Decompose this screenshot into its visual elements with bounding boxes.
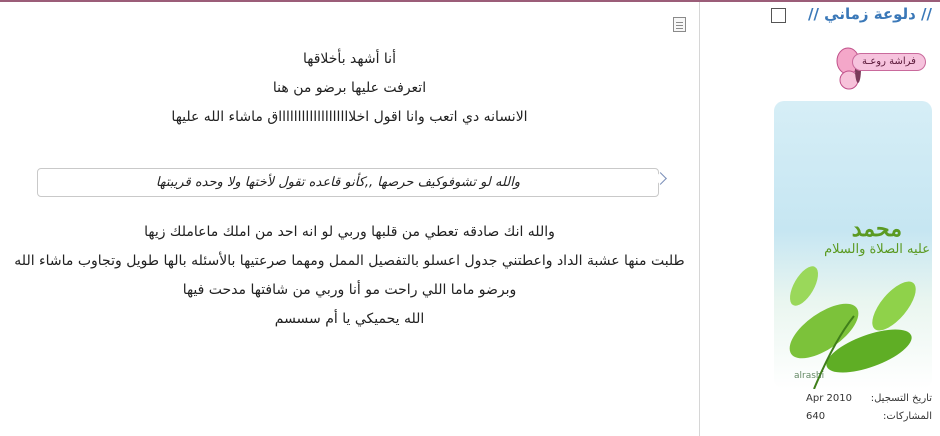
post-line: وبرضو ماما اللي راحت مو أنا وربي من شافتها مدحت فيها xyxy=(182,282,517,298)
user-title: فراشة روعـة xyxy=(852,53,926,71)
avatar-caption: محمد xyxy=(851,216,902,242)
username-link[interactable]: // دلوعة زماني // xyxy=(807,5,932,23)
join-date-label: تاريخ التسجيل: xyxy=(870,393,932,404)
post-line: طلبت منها عشبة الداد واعطتني جدول اعسلو بالتفصيل الممل ومهما صرعتيها بالأسئله بالها طويل وتجاوب ماشاء الله xyxy=(14,253,685,269)
post-count-label: المشاركات: xyxy=(883,411,932,422)
post-count-row xyxy=(700,408,932,426)
post-count-value: 640 xyxy=(806,411,826,422)
post-line: أنا أشهد بأخلاقها xyxy=(303,51,396,67)
join-date-row xyxy=(700,390,932,408)
quote-text: والله لو تشوفوكيف حرصها ,,كأنو قاعده تقول لأختها ولا وحده قريبتها xyxy=(155,175,521,190)
avatar-watermark: alrashi xyxy=(794,371,825,381)
post-line: الانسانه دي اتعب وانا اقول اخلاااااااااااااااااااق ماشاء الله عليها xyxy=(171,109,528,125)
user-stats xyxy=(700,390,932,426)
document-icon xyxy=(673,17,686,32)
post-body xyxy=(0,2,700,436)
online-status-checkbox[interactable] xyxy=(771,8,786,23)
post-lines-top xyxy=(0,45,699,132)
avatar-subcaption: عليه الصلاة والسلام xyxy=(824,242,930,257)
post-line: الله يحميكي يا أم سسسم xyxy=(274,311,425,327)
post-line: اتعرفت عليها برضو من هنا xyxy=(272,80,427,96)
post-lines-bottom xyxy=(0,218,699,334)
avatar[interactable] xyxy=(774,101,932,389)
join-date-value: Apr 2010 xyxy=(806,393,852,404)
user-title-badge xyxy=(834,44,930,94)
quote-box xyxy=(37,168,659,197)
post-line: والله انك صادقه تعطي من قلبها وربي لو انه احد من املك ماعاملك زيها xyxy=(144,224,555,240)
